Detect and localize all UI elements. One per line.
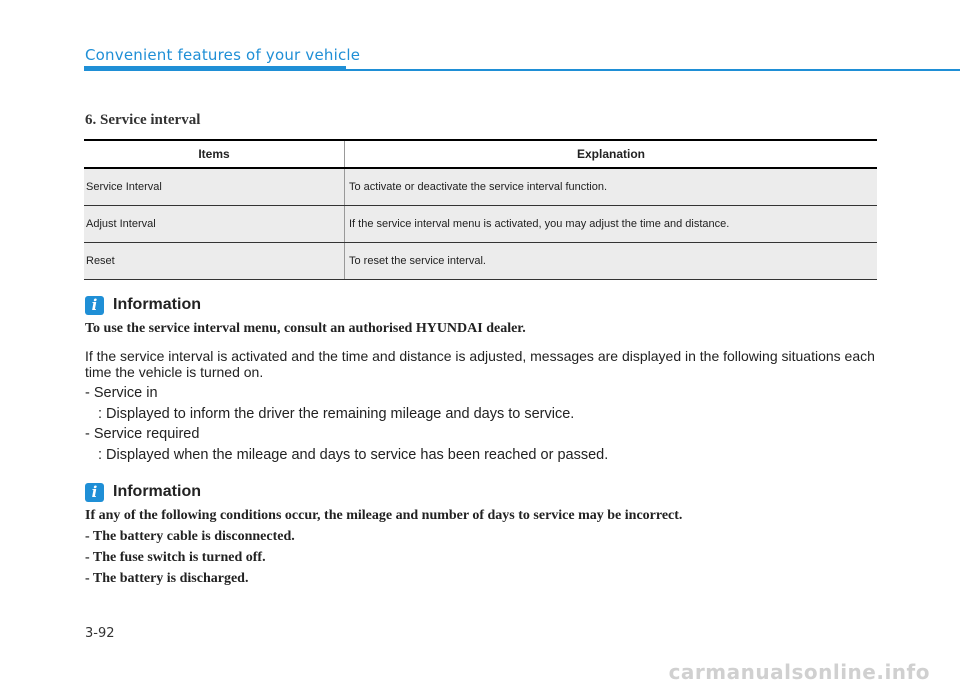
table-cell-explanation: To reset the service interval. (345, 243, 878, 280)
table-cell-item: Adjust Interval (84, 206, 345, 243)
information-lead: If any of the following conditions occur, the mileage and number of days to service may be incorrect. (85, 508, 683, 523)
table-row (84, 168, 877, 206)
list-item-description: : Displayed to inform the driver the remaining mileage and days to service. (98, 406, 575, 422)
information-icon: i (85, 483, 104, 502)
table-cell-explanation: To activate or deactivate the service interval function. (345, 168, 878, 206)
information-paragraph: If the service interval is activated and the time and distance is adjusted, messages are displayed in the following situations each time the vehicle is turned on. (85, 348, 875, 380)
list-item-title: - Service required (85, 426, 200, 442)
information-label: Information (113, 296, 201, 313)
information-heading (85, 482, 201, 502)
table-cell-item: Service Interval (84, 168, 345, 206)
table-row (84, 206, 877, 243)
header-accent-bar (84, 66, 346, 71)
bullet-item: - The battery cable is disconnected. (85, 529, 295, 544)
information-lead: To use the service interval menu, consult an authorised HYUNDAI dealer. (85, 321, 526, 336)
section-title: 6. Service interval (85, 112, 201, 128)
bullet-item: - The fuse switch is turned off. (85, 550, 266, 565)
bullet-item: - The battery is discharged. (85, 571, 249, 586)
table-row (84, 243, 877, 280)
list-item-description: : Displayed when the mileage and days to service has been reached or passed. (98, 447, 609, 463)
list-item-title: - Service in (85, 385, 158, 401)
table-header-row (84, 140, 877, 168)
header-rule (346, 69, 960, 71)
column-header-explanation: Explanation (345, 140, 878, 168)
chapter-title: Convenient features of your vehicle (85, 46, 361, 64)
page-number: 3-92 (85, 626, 115, 641)
watermark: carmanualsonline.info (668, 660, 930, 684)
service-interval-table (84, 139, 877, 280)
information-icon: i (85, 296, 104, 315)
information-label: Information (113, 483, 201, 500)
table-cell-item: Reset (84, 243, 345, 280)
information-heading (85, 295, 201, 315)
table-cell-explanation: If the service interval menu is activated, you may adjust the time and distance. (345, 206, 878, 243)
column-header-items: Items (84, 140, 345, 168)
